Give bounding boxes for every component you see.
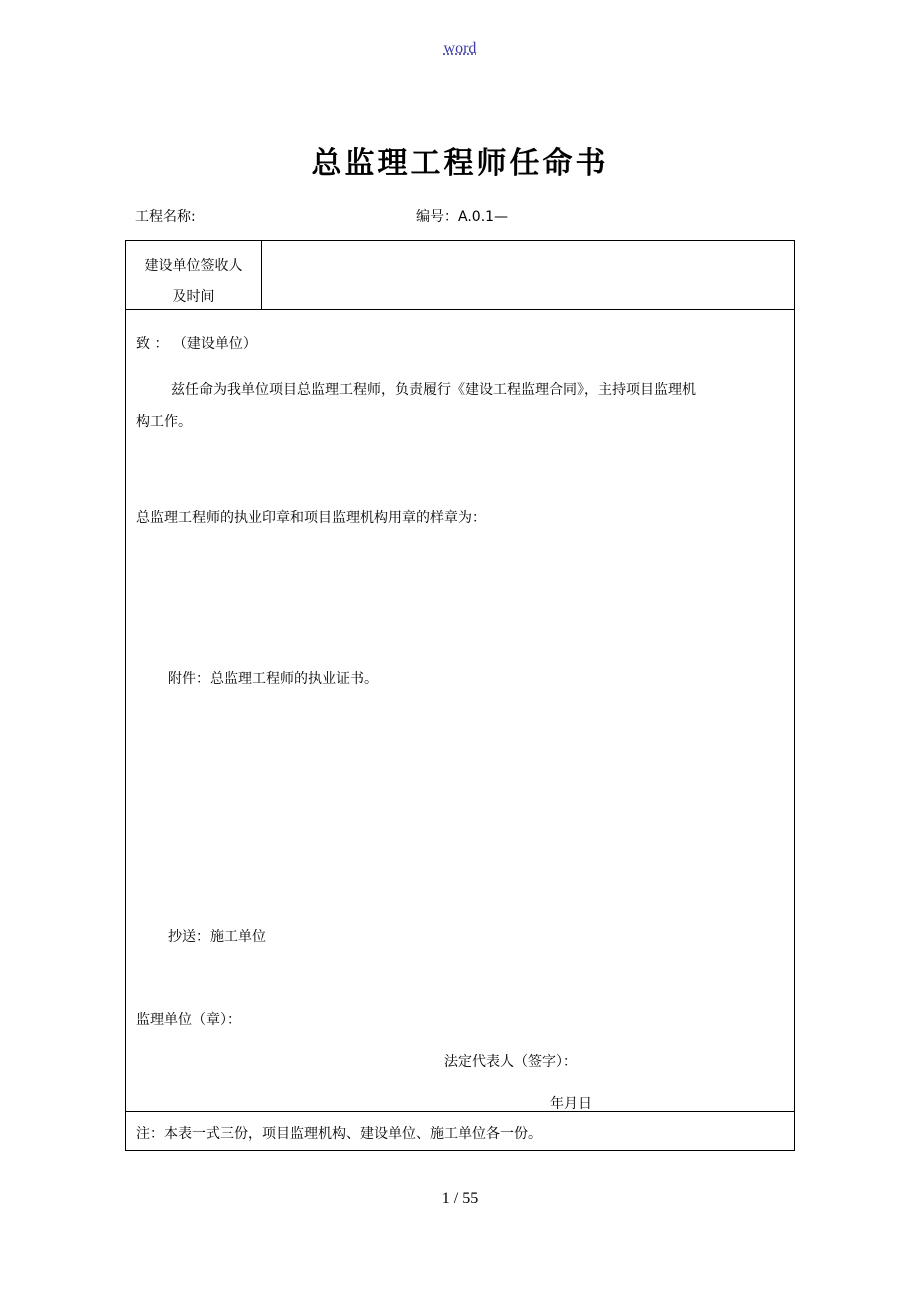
document-title: 总监理工程师任命书: [311, 146, 609, 181]
appointment-text-line1: 兹任命为我单位项目总监理工程师，负责履行《建设工程监理合同》，主持项目监理机: [171, 382, 696, 398]
receiver-row: [126, 241, 794, 310]
attachment-line: 附件：总监理工程师的执业证书。: [168, 671, 378, 687]
receiver-value-field[interactable]: [262, 241, 794, 309]
seal-sample-line: 总监理工程师的执业印章和项目监理机构用章的样章为：: [136, 510, 486, 526]
appointment-form-table: [125, 240, 795, 1151]
supervisor-unit-line: 监理单位（章）：: [136, 1012, 241, 1028]
page-indicator: 1 / 55: [441, 1190, 479, 1207]
project-name-label: 工程名称:: [135, 209, 196, 225]
legal-representative-line: 法定代表人（签字）：: [444, 1054, 577, 1070]
receiver-label-cell: [126, 241, 262, 309]
cc-line: 抄送：施工单位: [168, 929, 266, 945]
appointment-text-line2: 构工作。: [136, 414, 192, 430]
header-link[interactable]: [0, 40, 920, 58]
note-row: [126, 1111, 794, 1151]
receiver-label-line2: 及时间: [172, 289, 215, 305]
to-line: 致 ： （建设单位）: [136, 336, 257, 352]
note-line: 注：本表一式三份，项目监理机构、建设单位、施工单位各一份。: [136, 1126, 542, 1142]
receiver-label-line1: 建设单位签收人: [144, 258, 243, 274]
date-line: 年月日: [550, 1096, 592, 1112]
document-number-label: 编号：A.0.1—: [416, 209, 509, 225]
header-link-text[interactable]: word: [443, 40, 477, 57]
